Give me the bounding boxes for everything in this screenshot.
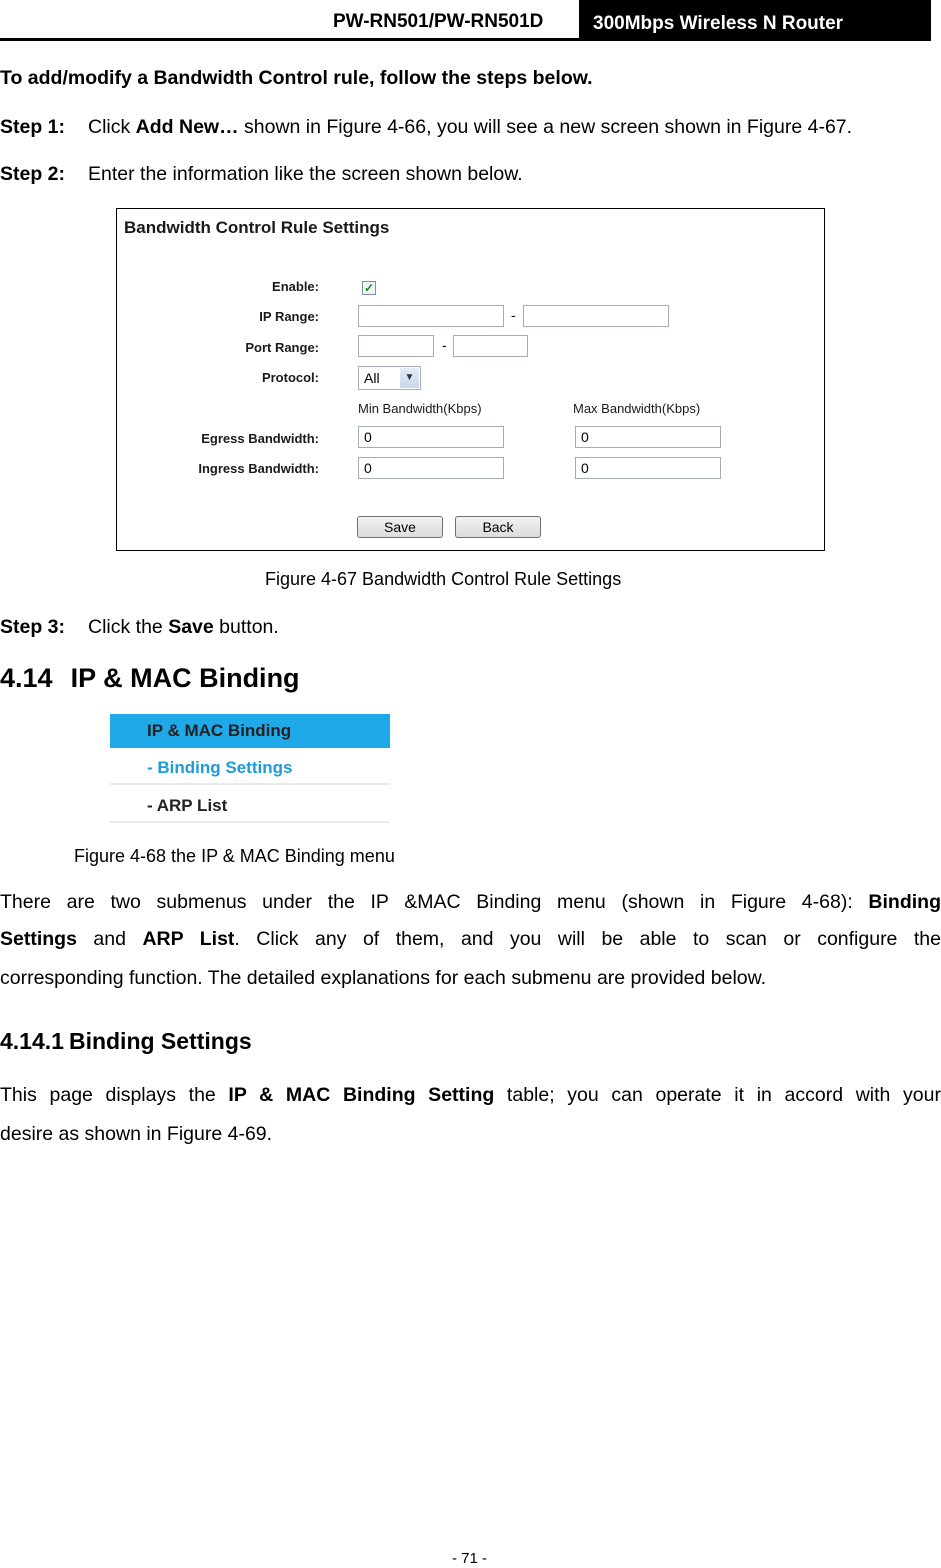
- step-1: [0, 115, 852, 139]
- ingress-min-input[interactable]: 0: [358, 457, 504, 479]
- back-button[interactable]: Back: [455, 516, 541, 538]
- bandwidth-rule-settings-figure: [116, 208, 825, 551]
- step-3-bold: Save: [168, 616, 214, 638]
- figure-4-68-caption: Figure 4-68 the IP & MAC Binding menu: [74, 846, 395, 866]
- paragraph-1-text: There are two submenus under the IP &MAC Binding menu (shown in Figure 4-68):: [0, 891, 869, 913]
- paragraph-1-bold: Binding: [868, 891, 941, 913]
- egress-min-input[interactable]: 0: [358, 426, 504, 448]
- paragraph-1-text-and: and: [76, 928, 143, 950]
- min-bandwidth-header: Min Bandwidth(Kbps): [358, 401, 482, 416]
- section-heading: [0, 663, 300, 694]
- protocol-label: Protocol:: [261, 370, 319, 385]
- checkmark-icon: ✓: [363, 281, 375, 295]
- paragraph-2-line-1: [0, 1077, 941, 1114]
- header-divider: [0, 38, 931, 41]
- step-3-text-b: button.: [213, 616, 279, 638]
- paragraph-1-line-3: corresponding function. The detailed explanations for each submenu are provided below.: [0, 967, 767, 989]
- step-3: [0, 615, 279, 639]
- ip-range-label: IP Range:: [259, 309, 319, 324]
- paragraph-2-line-2: desire as shown in Figure 4-69.: [0, 1123, 273, 1145]
- menu-item-ip-mac-binding[interactable]: IP & MAC Binding: [110, 714, 390, 748]
- page-number: - 71 -: [452, 1550, 488, 1567]
- step-1-text-b: shown in Figure 4-66, you will see a new screen shown in Figure 4-67.: [238, 116, 853, 138]
- paragraph-2-bold: IP & MAC Binding Setting: [228, 1084, 495, 1106]
- paragraph-1-line-2: [0, 921, 941, 958]
- protocol-selected-value: All: [364, 370, 380, 386]
- figure-4-67-caption: Figure 4-67 Bandwidth Control Rule Settings: [265, 569, 622, 589]
- ip-range-start-input[interactable]: [358, 305, 504, 327]
- protocol-select[interactable]: [358, 366, 421, 390]
- step-1-label: Step 1:: [0, 116, 66, 138]
- ip-range-dash: -: [511, 307, 516, 323]
- paragraph-1-bold-settings: Settings: [0, 928, 77, 950]
- figure-panel-title: Bandwidth Control Rule Settings: [124, 218, 390, 237]
- ingress-max-input[interactable]: 0: [575, 457, 721, 479]
- paragraph-1-text-rest: . Click any of them, and you will be able to scan or configure the: [234, 928, 941, 950]
- section-title: IP & MAC Binding: [70, 663, 300, 693]
- menu-item-arp-list[interactable]: - ARP List: [110, 789, 390, 823]
- step-3-text-a: Click the: [88, 616, 169, 638]
- egress-bandwidth-label: Egress Bandwidth:: [201, 431, 319, 446]
- step-3-label: Step 3:: [0, 616, 66, 638]
- menu-item-binding-settings[interactable]: - Binding Settings: [110, 751, 390, 785]
- step-1-text-a: Click: [88, 116, 136, 138]
- port-range-start-input[interactable]: [358, 335, 434, 357]
- step-2-label: Step 2:: [0, 163, 66, 185]
- header-product-title: 300Mbps Wireless N Router: [579, 0, 931, 38]
- enable-checkbox[interactable]: [362, 281, 376, 295]
- port-range-label: Port Range:: [245, 340, 319, 355]
- step-2-text: Enter the information like the screen shown below.: [88, 163, 523, 185]
- port-range-dash: -: [442, 337, 447, 353]
- enable-label: Enable:: [272, 279, 319, 294]
- chevron-down-icon[interactable]: ▼: [400, 368, 419, 388]
- egress-max-input[interactable]: 0: [575, 426, 721, 448]
- max-bandwidth-header: Max Bandwidth(Kbps): [573, 401, 701, 416]
- paragraph-2-text-b: table; you can operate it in accord with your: [494, 1084, 941, 1106]
- port-range-end-input[interactable]: [453, 335, 528, 357]
- intro-text: To add/modify a Bandwidth Control rule, follow the steps below.: [0, 67, 593, 89]
- subsection-title: Binding Settings: [68, 1028, 252, 1054]
- step-2: [0, 162, 523, 186]
- paragraph-2-text-a: This page displays the: [0, 1084, 229, 1106]
- ip-mac-binding-menu-figure: [110, 714, 390, 826]
- subsection-heading: [0, 1028, 252, 1055]
- subsection-number: 4.14.1: [0, 1028, 64, 1054]
- paragraph-1-line-1: [0, 884, 941, 921]
- ingress-bandwidth-label: Ingress Bandwidth:: [198, 461, 319, 476]
- header-model: PW-RN501/PW-RN501D: [333, 11, 544, 32]
- paragraph-1-bold-arp: ARP List: [142, 928, 235, 950]
- section-number: 4.14: [0, 663, 53, 693]
- step-1-bold: Add New…: [135, 116, 239, 138]
- ip-range-end-input[interactable]: [523, 305, 669, 327]
- save-button[interactable]: Save: [357, 516, 443, 538]
